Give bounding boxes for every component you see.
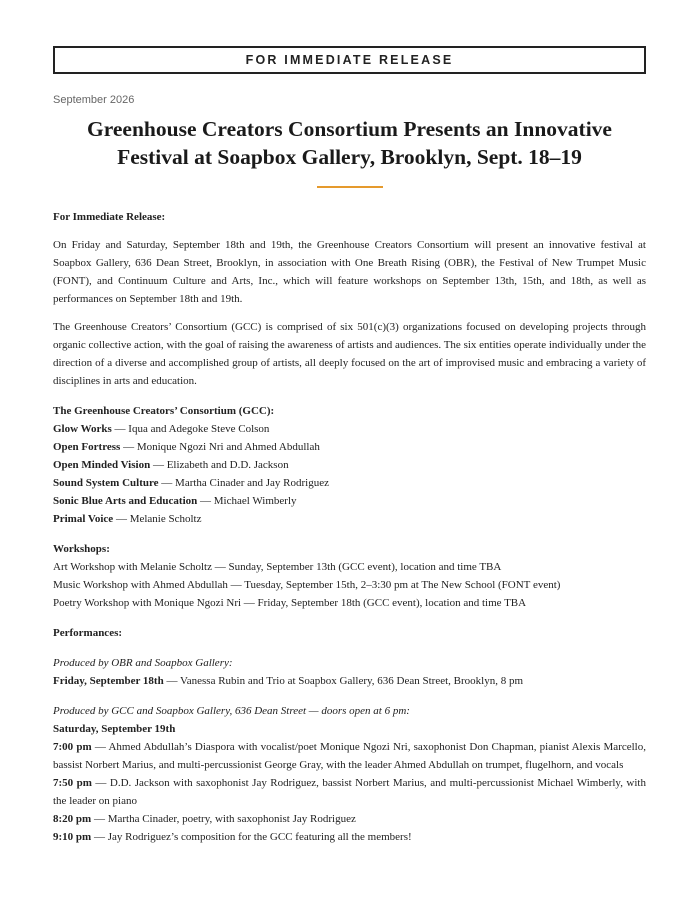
member-name: Open Minded Vision bbox=[53, 459, 151, 471]
page-title: Greenhouse Creators Consortium Presents an Innovative Festival at Soapbox Gallery, Brooklyn, Sept. 18–19 bbox=[87, 117, 612, 169]
member-item bbox=[53, 420, 646, 438]
saturday-day: Saturday, September 19th bbox=[53, 723, 176, 735]
set-detail: — D.D. Jackson with saxophonist Jay Rodriguez, bassist Norbert Marius, and multi-percussionist Michael Wimberly, with the leader on piano bbox=[53, 777, 646, 807]
member-name: Sonic Blue Arts and Education bbox=[53, 495, 198, 507]
release-label: For Immediate Release: bbox=[53, 211, 166, 223]
set-time: 8:20 pm bbox=[53, 813, 92, 825]
member-name: Primal Voice bbox=[53, 513, 114, 525]
workshop-item: Art Workshop with Melanie Scholtz — Sunday, September 13th (GCC event), location and time TBA bbox=[53, 561, 502, 573]
friday-detail: — Vanessa Rubin and Trio at Soapbox Gallery, 636 Dean Street, Brooklyn, 8 pm bbox=[163, 675, 524, 687]
set-detail: — Martha Cinader, poetry, with saxophonist Jay Rodriguez bbox=[91, 813, 356, 825]
members-heading: The Greenhouse Creators’ Consortium (GCC): bbox=[53, 405, 275, 417]
performances-heading: Performances: bbox=[53, 627, 123, 639]
set-time: 9:10 pm bbox=[53, 831, 92, 843]
set-item bbox=[53, 774, 646, 810]
friday-day: Friday, September 18th bbox=[53, 675, 164, 687]
members-section bbox=[53, 402, 646, 528]
friday-producer: Produced by OBR and Soapbox Gallery: bbox=[53, 657, 233, 669]
accent-rule bbox=[317, 186, 383, 188]
member-item bbox=[53, 438, 646, 456]
set-time: 7:50 pm bbox=[53, 777, 92, 789]
set-detail: — Ahmed Abdullah’s Diaspora with vocalist/poet Monique Ngozi Nri, saxophonist Don Chapman, pianist Alexis Marcello, bassist Norbert Marius, and multi-percussionist George Gray, with the leader Ahmed Abdullah on trumpet, flugelhorn, and vocals bbox=[53, 741, 646, 771]
member-people: — Elizabeth and D.D. Jackson bbox=[150, 459, 289, 471]
member-item bbox=[53, 492, 646, 510]
friday-block bbox=[53, 654, 646, 690]
workshops-section bbox=[53, 540, 646, 612]
member-people: — Melanie Scholtz bbox=[113, 513, 202, 525]
saturday-block bbox=[53, 702, 646, 846]
workshops-heading: Workshops: bbox=[53, 543, 110, 555]
consortium-paragraph: The Greenhouse Creators’ Consortium (GCC) is comprised of six 501(c)(3) organizations focused on developing projects through organic collective action, with the goal of raising the awareness of artists and audiences. The six entities operate individually under the direction of a diverse and accomplished group of artists, all deeply focused on the art of improvised music and embracing a variety of disciplines in arts and education. bbox=[53, 321, 646, 387]
release-banner: FOR IMMEDIATE RELEASE bbox=[53, 46, 646, 74]
performances-section bbox=[53, 624, 646, 642]
member-item bbox=[53, 510, 646, 528]
workshop-item: Poetry Workshop with Monique Ngozi Nri — Friday, September 18th (GCC event), location and time TBA bbox=[53, 597, 527, 609]
intro-paragraph: On Friday and Saturday, September 18th and 19th, the Greenhouse Creators Consortium will present an innovative festival at Soapbox Gallery, 636 Dean Street, Brooklyn, in association with One Breath Rising (OBR), the Festival of New Trumpet Music (FONT), and Continuum Culture and Arts, Inc., which will feature workshops on September 13th, 15th, and 18th, as well as performances on September 18th and 19th. bbox=[53, 239, 646, 305]
member-item bbox=[53, 474, 646, 492]
saturday-producer: Produced by GCC and Soapbox Gallery, 636 Dean Street — doors open at 6 pm: bbox=[53, 705, 410, 717]
press-release-body bbox=[53, 208, 646, 846]
member-name: Glow Works bbox=[53, 423, 112, 435]
member-item bbox=[53, 456, 646, 474]
set-item bbox=[53, 810, 646, 828]
member-name: Open Fortress bbox=[53, 441, 121, 453]
set-time: 7:00 pm bbox=[53, 741, 92, 753]
member-people: — Monique Ngozi Nri and Ahmed Abdullah bbox=[120, 441, 320, 453]
member-people: — Iqua and Adegoke Steve Colson bbox=[111, 423, 270, 435]
dateline: September 2026 bbox=[53, 94, 135, 106]
member-people: — Michael Wimberly bbox=[197, 495, 297, 507]
set-item bbox=[53, 738, 646, 774]
set-item bbox=[53, 828, 646, 846]
friday-event bbox=[53, 672, 646, 690]
member-name: Sound System Culture bbox=[53, 477, 159, 489]
member-people: — Martha Cinader and Jay Rodriguez bbox=[158, 477, 329, 489]
set-detail: — Jay Rodriguez’s composition for the GCC featuring all the members! bbox=[91, 831, 412, 843]
workshop-item: Music Workshop with Ahmed Abdullah — Tuesday, September 15th, 2–3:30 pm at The New School (FONT event) bbox=[53, 579, 561, 591]
